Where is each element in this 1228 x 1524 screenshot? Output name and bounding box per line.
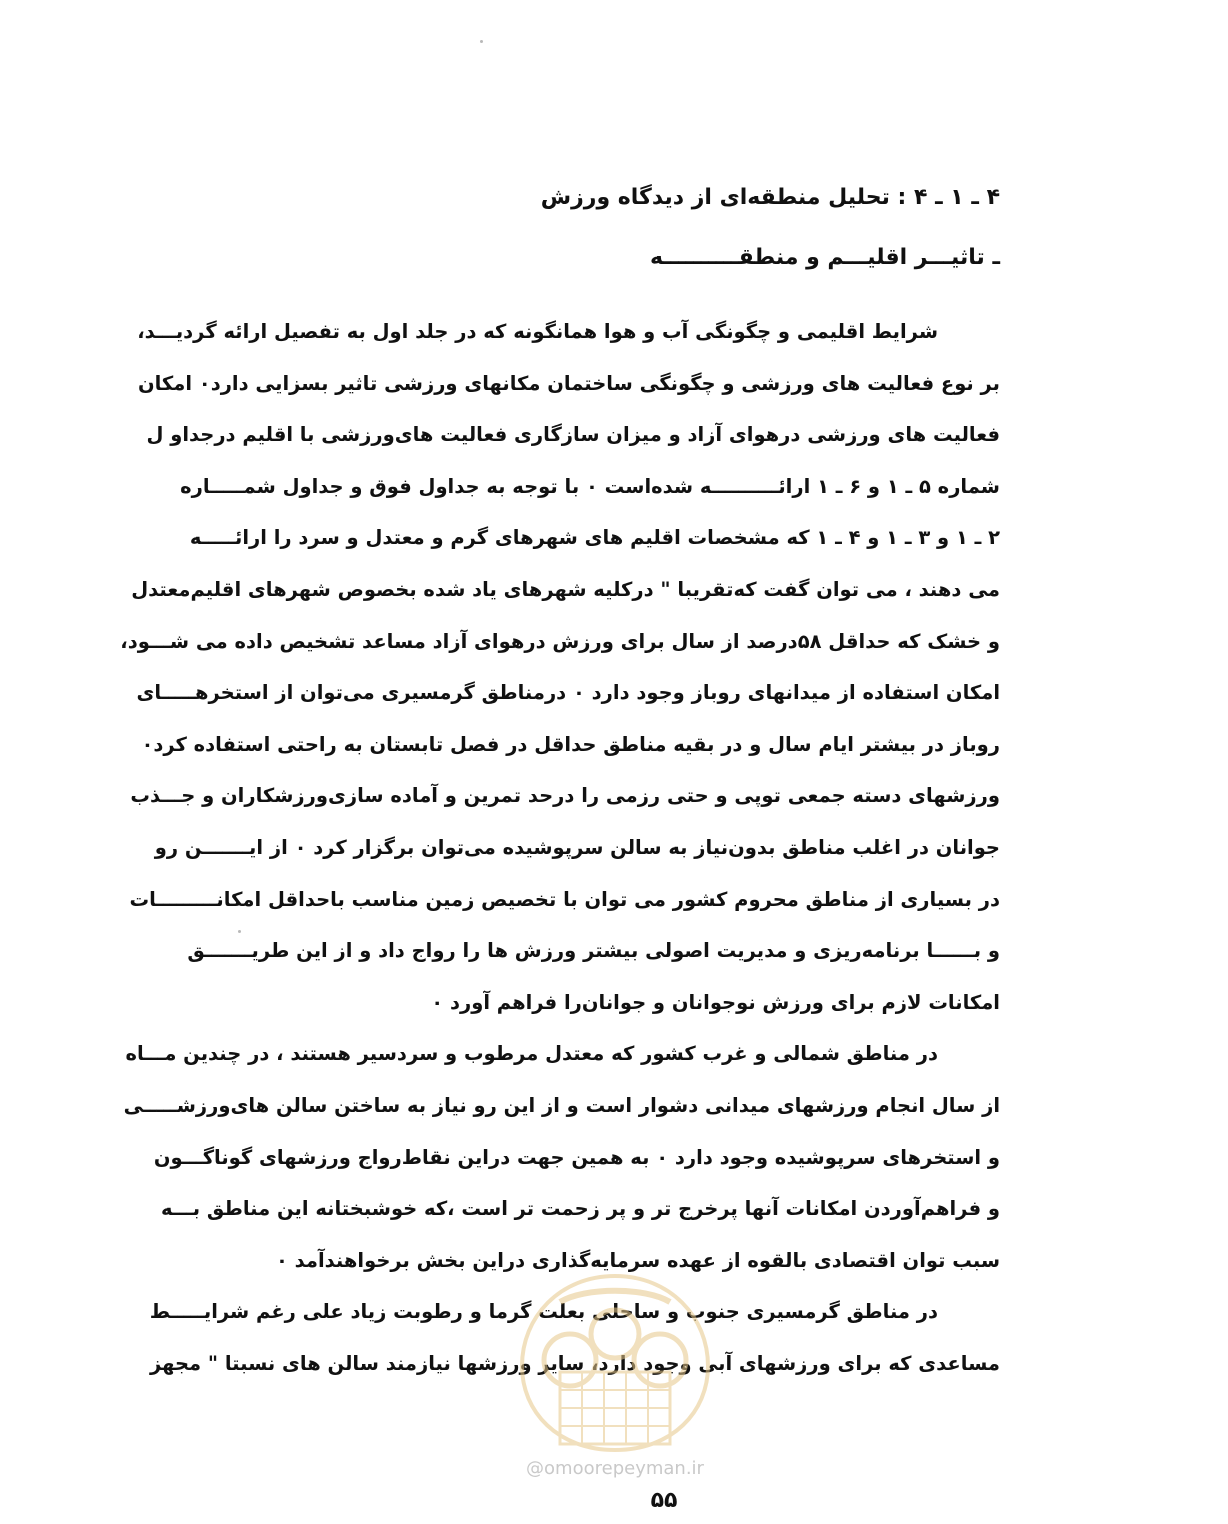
text-line: جوانان در اغلب مناطق بدون‌نیاز به سالن سرپوشیده می‌توان برگزار کرد ۰ از ایـــــــن رو <box>154 835 1000 859</box>
text-line: شرایط اقلیمی و چگونگی آب و هوا همانگونه که در جلد اول به تفصیل ارائه گردیـــد، <box>137 320 938 343</box>
watermark-seal-icon <box>500 1262 730 1462</box>
text-line: امکان استفاده از میدانهای روباز وجود دارد ۰ درمناطق گرمسیری می‌توان از استخرهـــــای <box>136 681 1000 705</box>
page-number: ۵۵ <box>650 1488 678 1513</box>
text-line: از سال انجام ورزشهای میدانی دشوار است و از این رو نیاز به ساختن سالن های‌ورزشـــــی <box>123 1093 1000 1117</box>
text-line: و فراهم‌آوردن امکانات آنها پرخرج تر و پر زحمت تر است ،که خوشبختانه این مناطق بـــه <box>160 1197 1000 1221</box>
text-line: شماره ۵ ـ ۱ و ۶ ـ ۱ ارائــــــــــه شده‌است ۰ با توجه به جداول فوق و جداول شمـــــاره <box>180 474 1000 498</box>
text-line: امکانات لازم برای ورزش نوجوانان و جوانان‌را فراهم آورد ۰ <box>431 990 1000 1014</box>
section-subheading: ـ تاثیـــر اقلیـــم و منطقــــــــــه <box>650 245 1000 270</box>
watermark-website <box>500 1458 730 1479</box>
text-line: می دهند ، می توان گفت که‌تقریبا " درکلیه شهرهای یاد شده بخصوص شهرهای اقلیم‌معتدل <box>131 577 1000 601</box>
body-text <box>120 306 1000 1389</box>
at-sign-icon: @ <box>526 1458 545 1479</box>
text-line: و بــــــا برنامه‌ریزی و مدیریت اصولی بیشتر ورزش ها را رواج داد و از این طریـــــــق <box>187 939 1000 963</box>
scan-speck <box>480 40 483 43</box>
text-line: مساعدی که برای ورزشهای آبی وجود دارد، سایر ورزشها نیازمند سالن های نسبتا " مجهز <box>149 1351 1000 1375</box>
text-line: در مناطق شمالی و غرب کشور که معتدل مرطوب و سردسیر هستند ، در چندین مـــاه <box>125 1042 938 1066</box>
text-line: و خشک که حداقل ۵۸درصد از سال برای ورزش درهوای آزاد مساعد تشخیص داده می شـــود، <box>120 629 1000 653</box>
text-line: فعالیت های ورزشی درهوای آزاد و میزان سازگاری فعالیت های‌ورزشی با اقلیم درجداو ل <box>146 423 1000 447</box>
text-line: ورزشهای دسته جمعی توپی و حتی رزمی را درحد تمرین و آماده سازی‌ورزشکاران و جـــذب <box>130 784 1000 808</box>
section-heading: ۴ ـ ۱ ـ ۴ : تحلیل منطقه‌ای از دیدگاه ورزش <box>540 185 1000 210</box>
text-line: روباز در بیشتر ایام سال و در بقیه مناطق حداقل در فصل تابستان به راحتی استفاده کرد۰ <box>141 732 1000 756</box>
watermark-website-text: omoorepeyman.ir <box>544 1458 704 1479</box>
text-line: بر نوع فعالیت های ورزشی و چگونگی ساختمان مکانهای ورزشی تاثیر بسزایی دارد۰ امکان <box>137 371 1000 395</box>
text-line: سبب توان اقتصادی بالقوه از عهده سرمایه‌گذاری دراین بخش برخواهند‌آمد ۰ <box>275 1248 1000 1272</box>
text-line: ۲ ـ ۱ و ۳ ـ ۱ و ۴ ـ ۱ که مشخصات اقلیم های شهرهای گرم و معتدل و سرد را ارائـــــه <box>189 526 1000 550</box>
text-line: و استخرهای سرپوشیده وجود دارد ۰ به همین جهت دراین نقاط‌رواج ورزشهای گوناگـــون <box>153 1145 1000 1169</box>
text-line: در مناطق گرمسیری جنوب و ساحلی بعلت گرما و رطوبت زیاد علی رغم شرایـــــط <box>149 1300 938 1324</box>
text-line: در بسیاری از مناطق محروم کشور می توان با تخصیص زمین مناسب باحداقل امکانـــــــــات <box>129 887 1000 911</box>
